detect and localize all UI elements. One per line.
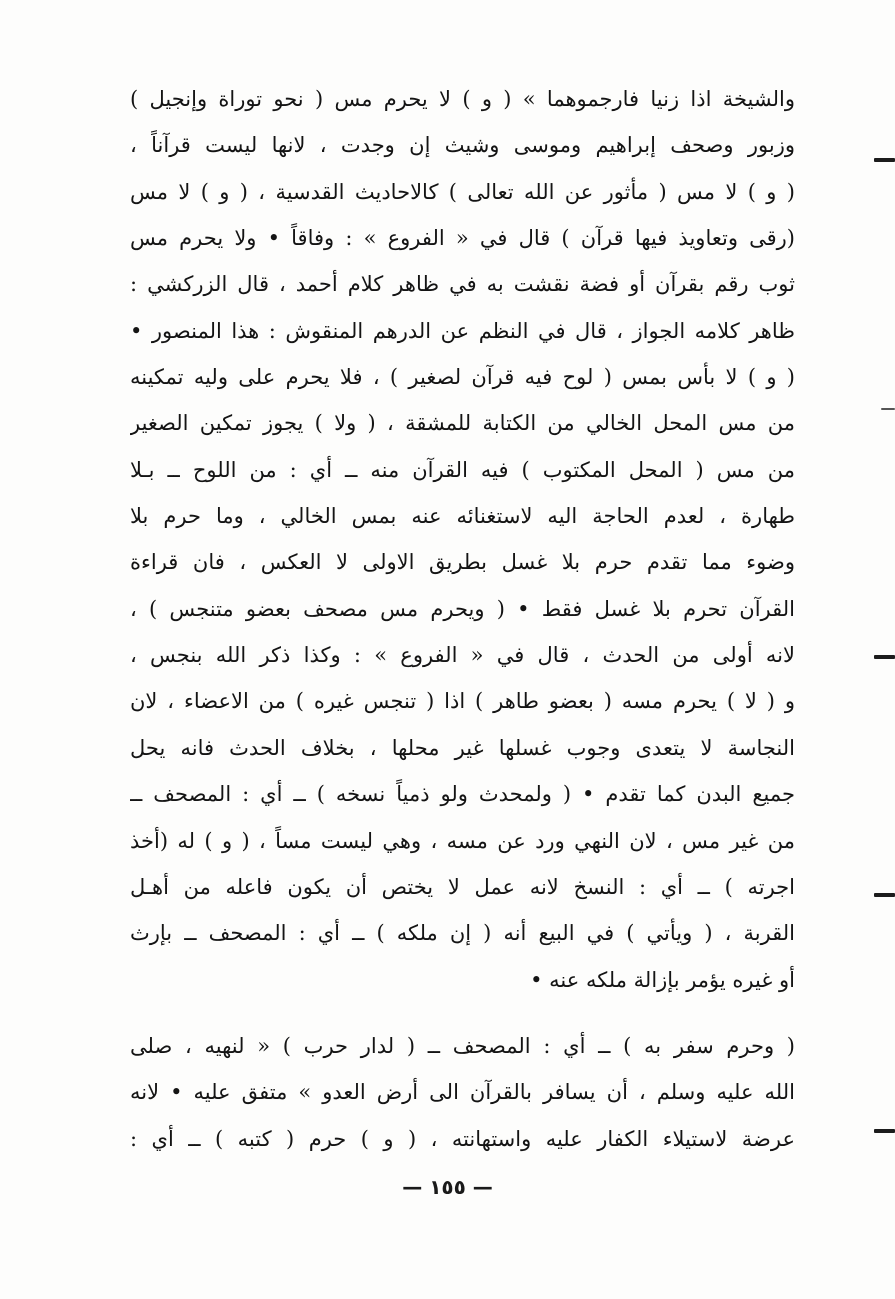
text-body <box>130 76 795 1162</box>
text-line: ثوب رقم بقرآن أو فضة نقشت به في ظاهر كلام أحمد ، قال الزركشي : <box>130 272 795 297</box>
text-line: من مس المحل الخالي من الكتابة للمشقة ، ( ولا ) يجوز تمكين الصغير <box>130 411 795 436</box>
text-line: وزبور وصحف إبراهيم وموسى وشيث إن وجدت ، لانها ليست قرآناً ، <box>130 133 795 158</box>
text-line: من غير مس ، لان النهي ورد عن مسه ، وهي ليست مساً ، ( و ) له (أخذ <box>130 828 795 853</box>
text-line: عرضة لاستيلاء الكفار عليه واستهانته ، ( و ) حرم ( كتبه ) ــ أي : <box>130 1126 795 1151</box>
text-line: أو غيره يؤمر بإزالة ملكه عنه • <box>530 967 795 992</box>
text-line: الله عليه وسلم ، أن يسافر بالقرآن الى أرض العدو » متفق عليه • لانه <box>130 1080 795 1105</box>
text-line: ظاهر كلامه الجواز ، قال في النظم عن الدرهم المنقوش : هذا المنصور • <box>130 318 795 343</box>
text-line: اجرته ) ــ أي : النسخ لانه عمل لا يختص أن يكون فاعله من أهـل <box>130 874 795 899</box>
text-line: لانه أولى من الحدث ، قال في « الفروع » : وكذا ذكر الله بنجس ، <box>130 643 795 668</box>
text-line: جميع البدن كما تقدم • ( ولمحدث ولو ذمياً نسخه ) ــ أي : المصحف ــ <box>130 782 795 807</box>
text-line: (رقى وتعاويذ فيها قرآن ) قال في « الفروع » : وفاقاً • ولا يحرم مس <box>130 226 795 251</box>
text-line: ( و ) لا مس ( مأثور عن الله تعالى ) كالاحاديث القدسية ، ( و ) لا مس <box>130 179 795 204</box>
text-line: ( و ) لا بأس بمس ( لوح فيه قرآن لصغير ) ، فلا يحرم على وليه تمكينه <box>130 365 795 390</box>
text-line: طهارة ، لعدم الحاجة اليه لاستغنائه عنه بمس الخالي ، وما حرم بلا <box>130 504 795 529</box>
text-line: النجاسة لا يتعدى وجوب غسلها غير محلها ، بخلاف الحدث فانه يحل <box>130 735 795 760</box>
margin-mark <box>874 1129 895 1133</box>
text-line: القرآن تحرم بلا غسل فقط • ( ويحرم مس مصحف بعضو متنجس ) ، <box>130 596 795 621</box>
text-line: وضوء مما تقدم حرم بلا غسل بطريق الاولى لا العكس ، فان قراءة <box>130 550 795 575</box>
text-line: والشيخة اذا زنيا فارجموهما » ( و ) لا يحرم مس ( نحو توراة وإنجيل ) <box>130 87 795 111</box>
margin-mark <box>874 158 895 162</box>
margin-mark <box>874 893 895 897</box>
text-line: ( وحرم سفر به ) ــ أي : المصحف ــ ( لدار حرب ) « لنهيه ، صلى <box>130 1033 795 1058</box>
margin-mark <box>881 408 895 410</box>
text-line: و ( لا ) يحرم مسه ( بعضو طاهر ) اذا ( تنجس غيره ) من الاعضاء ، لان <box>130 689 795 714</box>
paragraph-2 <box>130 1023 795 1162</box>
text-line: القربة ، ( ويأتي ) في البيع أنه ( إن ملكه ) ــ أي : المصحف ــ بإرث <box>130 921 795 946</box>
page-number: — ١٥٥ — <box>402 1175 493 1199</box>
margin-mark <box>874 655 895 659</box>
text-line: من مس ( المحل المكتوب ) فيه القرآن منه ــ أي : من اللوح ــ بـلا <box>130 457 795 482</box>
paragraph-1 <box>130 76 795 1003</box>
paragraph-gap <box>130 1003 795 1023</box>
